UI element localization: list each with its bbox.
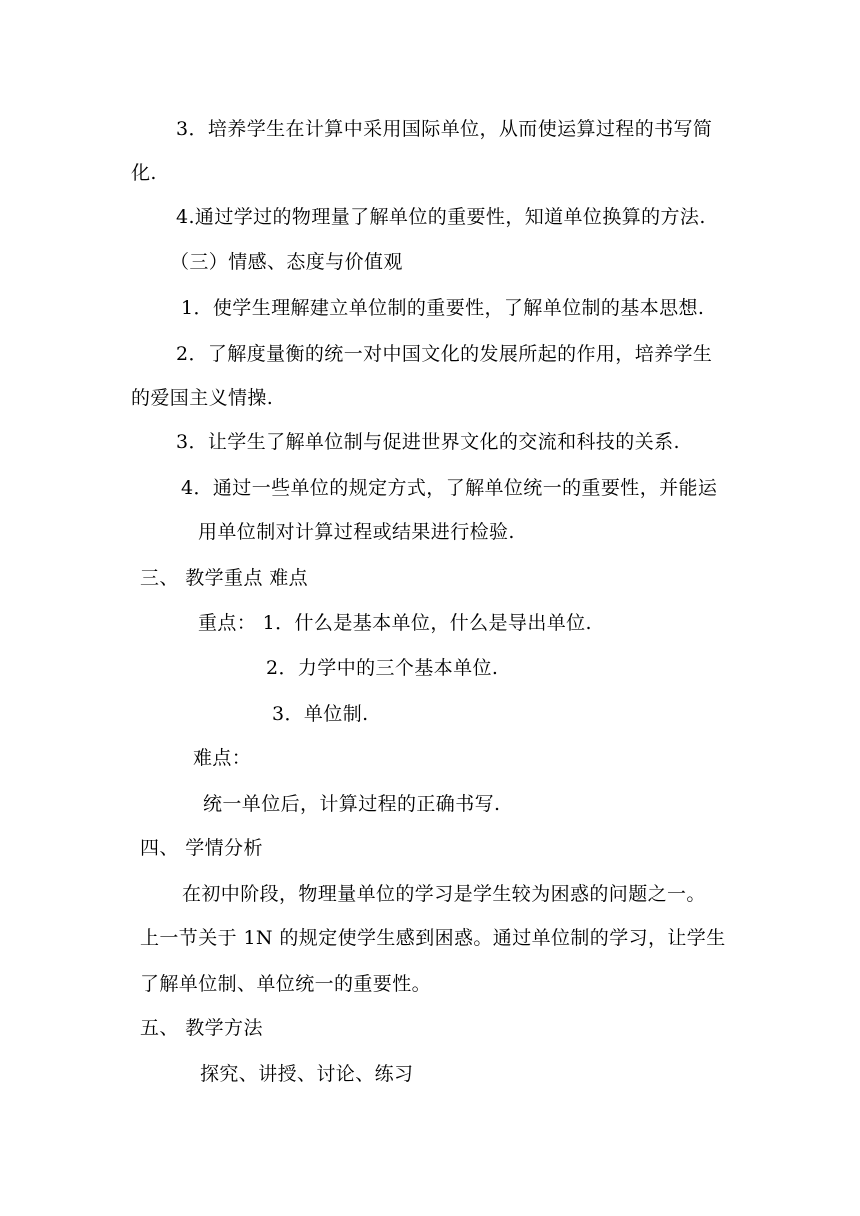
teaching-methods: 探究、讲授、讨论、练习 — [200, 1063, 414, 1085]
section-4-heading: 四、 学情分析 — [140, 837, 263, 859]
section-5-heading: 五、 教学方法 — [140, 1017, 263, 1039]
objective-4: 4.通过学过的物理量了解单位的重要性，知道单位换算的方法. — [176, 206, 706, 228]
analysis-line-1: 在初中阶段，物理量单位的学习是学生较为困惑的问题之一。 — [182, 883, 706, 905]
analysis-line-3: 了解单位制、单位统一的重要性。 — [140, 973, 432, 995]
emotion-item-3: 3．让学生了解单位制与促进世界文化的交流和科技的关系. — [176, 431, 680, 453]
key-point-3: 3．单位制. — [272, 703, 369, 725]
emotion-item-4-line-2: 用单位制对计算过程或结果进行检验. — [198, 521, 515, 543]
emotion-item-2-line-1: 2．了解度量衡的统一对中国文化的发展所起的作用，培养学生 — [176, 343, 713, 365]
difficulty-label: 难点： — [193, 747, 252, 769]
objective-3-line-1: 3．培养学生在计算中采用国际单位，从而使运算过程的书写简 — [176, 118, 713, 140]
emotion-item-1: 1．使学生理解建立单位制的重要性，了解单位制的基本思想. — [181, 297, 705, 319]
section-3-heading: 三、 教学重点 难点 — [140, 567, 309, 589]
difficulty-item: 统一单位后，计算过程的正确书写. — [203, 793, 501, 815]
section-heading-emotion: （三）情感、态度与价值观 — [170, 251, 403, 273]
key-point-2: 2．力学中的三个基本单位. — [266, 657, 499, 679]
emotion-item-2-line-2: 的爱国主义情操. — [131, 387, 274, 409]
analysis-line-2: 上一节关于 1N 的规定使学生感到困惑。通过单位制的学习，让学生 — [140, 927, 726, 949]
emotion-item-4-line-1: 4．通过一些单位的规定方式，了解单位统一的重要性，并能运 — [181, 477, 718, 499]
key-point-1: 重点： 1．什么是基本单位，什么是导出单位. — [198, 612, 592, 634]
objective-3-line-2: 化. — [131, 162, 157, 184]
